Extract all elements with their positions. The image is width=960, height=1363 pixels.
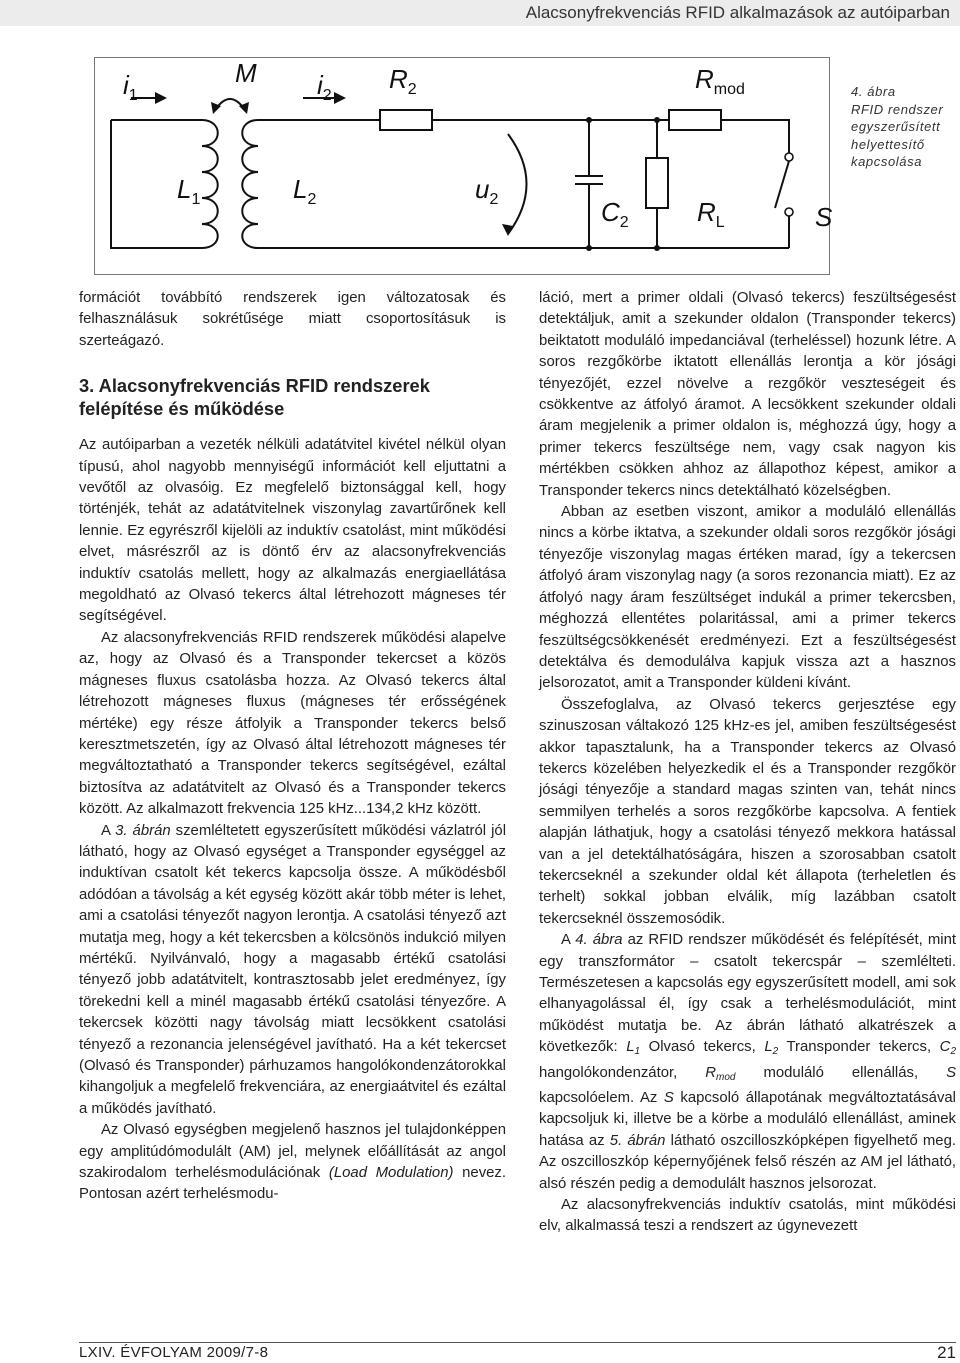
svg-text:i2 <box>317 70 332 104</box>
resistor-rmod <box>669 110 721 130</box>
caption-line: egyszerűsített <box>851 119 941 134</box>
text-span: A <box>101 822 116 839</box>
text-span: kapcsoló állapotának megváltoztatásával kapcsoljuk ki, illetve be a körbe a moduláló ellenállást, aminek hatása az <box>539 1090 956 1149</box>
paragraph: Az alacsonyfrekvenciás RFID rendszerek működési alapelve az, hogy az Olvasó és a Transponder tekercset a közös mágneses fluxus csatolásba hozza. Az Olvasó tekercs által létrehozott mágneses fluxus (mágneses tér erősségének mértéke) egy része átfolyik a Transponder tekercs belső keresztmetszetén, így az Olvasó által létrehozott mágneses tér megváltoztatható a Transponder tekercs segítségével, ezáltal biztosítva az adatátvitelt az Olvasó és a Transponder tekercs között. Az alkalmazott frekvencia 125 kHz...134,2 kHz között. <box>79 629 506 818</box>
symbol-sub: 2 <box>950 1046 956 1058</box>
text-span: kapcsolóelem. Az <box>539 1090 664 1107</box>
node-dot-3 <box>586 245 592 251</box>
svg-text:L1 <box>177 174 200 208</box>
symbol-l2 <box>764 1039 779 1058</box>
label-m: M <box>235 58 257 88</box>
label-l1-sub: 1 <box>191 191 201 208</box>
caption-line: RFID rendszer <box>851 101 944 117</box>
paragraph: Az autóiparban a vezeték nélküli adatátvitel kivétel nélkül olyan típusú, ahol nagyobb mennyiségű információt kell eljuttatni a vevőtől az olvasóig. Ez megfelelő biztonsággal kell, hogy történjék, tehát az adatátvitelnek viszonylag zavartűrőnek kell lennie. Ez egyrészről kijelöli az induktív csatolást, mint működési elvet, másrészről az is döntő érv az alacsonyfrekvenciás induktív csatolás mellett, hogy az alkalmazás energiaellátása megoldható az Olvasó tekercs által létrehozott mágneses tér segítségével. <box>79 437 506 625</box>
text-span: Olvasó tekercs, <box>640 1039 765 1056</box>
svg-text:C2 <box>601 197 629 231</box>
symbol-letter: L <box>626 1039 635 1056</box>
text-span: Transponder tekercs, <box>778 1039 940 1056</box>
label-l2: L <box>293 174 308 204</box>
right-top-wire-2 <box>721 120 789 153</box>
label-rmod: R <box>695 64 714 94</box>
label-rl: R <box>697 197 716 227</box>
circuit-diagram <box>95 58 833 274</box>
symbol-letter: C <box>939 1039 951 1056</box>
resistor-r2 <box>380 110 432 130</box>
node-dot-1 <box>586 117 592 123</box>
svg-text:u2 <box>475 174 498 208</box>
capacitor-c2-wire <box>575 120 603 248</box>
circuit-figure <box>94 57 833 275</box>
label-c2: C <box>601 197 620 227</box>
voltage-arc <box>508 134 527 234</box>
text-span: az RFID rendszer működését és felépítését, mint egy transzformátor – csatolt tekercspár – szemlélteti. Természetesen a kapcsolás egy egyszerűsített modell, ami sok elhanyagolással él, így csak a terhelésmodulációt, mint működést mutatja be. Az ábrán látható alkatrészek a következők: <box>539 932 957 1056</box>
paragraph: Az alacsonyfrekvenciás induktív csatolás, mint működési elv, alkalmassá teszi a rendszert az úgynevezett <box>539 1197 956 1235</box>
paragraph: láció, mert a primer oldali (Olvasó tekercs) feszültségesést detektáljuk, amit a szekunder oldalon (Transponder tekercs) beiktatott moduláló impedanciával (terheléssel) hozunk létre. A soros rezgőkörbe iktatott ellenállás lerontja a kör jósági tényezőjét, ezzel növelve a rezgőkör veszteségeit és csökkentve az átfolyó áramot. A lecsökkent szekunder oldali áram megjelenik a primer oldalon is, méghozzá úgy, hogy a primer tekercs feszültsége nem, vagy csak nagyon kis mértékben csökken ahhoz az állapothoz képest, amikor a Transponder tekercs nincs detektálható közelségben. <box>539 290 956 499</box>
symbol-sub: 2 <box>772 1046 779 1058</box>
symbol-s: S <box>946 1064 956 1081</box>
label-l1: L <box>177 174 192 204</box>
section-heading: 3. Alacsonyfrekvenciás RFID rendszerek felépítése és működése <box>79 375 430 420</box>
coil-l2 <box>242 120 258 248</box>
resistor-rl <box>646 158 668 208</box>
symbol-rmod <box>705 1065 735 1081</box>
label-i2-sub: 2 <box>322 87 332 104</box>
label-u2: u <box>475 174 490 204</box>
svg-text:RL <box>697 197 725 231</box>
symbol-sub: mod <box>716 1071 736 1083</box>
arrow-m-curve <box>215 99 245 110</box>
label-s: S <box>815 202 833 232</box>
symbol-s: S <box>663 1090 674 1107</box>
page-number: 21 <box>937 1343 956 1362</box>
header-band <box>0 0 960 26</box>
symbol-l1 <box>626 1039 641 1058</box>
coil-l1 <box>202 120 218 248</box>
figure-reference: 3. ábrán <box>115 822 171 839</box>
symbol-c2 <box>939 1039 956 1058</box>
symbol-sub: 1 <box>634 1046 641 1058</box>
label-u2-sub: 2 <box>489 191 499 208</box>
text-span: szemléltetett egyszerűsített működési vázlatról jól látható, hogy az Olvasó egységet a Transponder egységgel az induktívan csatolt két tekercs kapcsolja össze. A működésből adódóan a távolság a két egység között akár több méter is lehet, ami a csatolási tényezőt nagyon lerontja. A csatolási tényező azt mutatja meg, hogy a két tekercsben a kölcsönös indukció milyen mértékű. Nyilvánvaló, hogy a magasabb értékű csatolási tényező jobb adatátvitelt, kontrasztosabb jelet eredményez, így törekedni kell a minél magasabb értékű csatolási tényezőre. A tekercsek közötti nagy távolság miatt lecsökkent csatolási tényező a rezonancia jelenségével javítható. Ha a két tekercset (Olvasó és Transponder) párhuzamos hangolókondenzátorokkal kihangoljuk a megfelelő frekvenciára, az energiaátvitel és ezáltal a működés javítható. <box>79 822 507 1117</box>
figure-reference: 5. ábrán <box>609 1132 666 1149</box>
svg-text:L2 <box>293 174 316 208</box>
label-r2-sub: 2 <box>407 81 417 98</box>
label-rmod-sub: mod <box>713 81 745 98</box>
caption-line: 4. ábra <box>851 84 896 99</box>
text-span: nevez. Pontosan azért terhelésmodu- <box>79 1165 507 1203</box>
symbol-letter: L <box>764 1039 773 1056</box>
footer-rule <box>79 1342 956 1343</box>
running-title: Alacsonyfrekvenciás RFID alkalmazások az autóiparban <box>525 3 950 22</box>
paragraph <box>79 821 506 1121</box>
svg-text:i1 <box>123 70 138 104</box>
label-rl-sub: L <box>715 214 725 231</box>
italic-term: (Load Modulation) <box>328 1165 454 1182</box>
intro-paragraph: formációt továbbító rendszerek igen változatosak és felhasználásuk sokrétűsége miatt csoportosításuk is szerteágazó. <box>79 290 506 349</box>
switch-s-lever <box>775 161 789 208</box>
svg-text:Rmod <box>695 64 745 98</box>
caption-line: helyettesítő <box>851 136 925 152</box>
text-span: látható oszcilloszkópképen figyelhető meg. Az oszcilloszkóp képernyőjének felső részén az AM jel látható, alsó részén pedig a demodulált hasznos jelsorozat. <box>539 1132 957 1192</box>
left-column <box>79 288 506 1206</box>
label-i1-sub: 1 <box>128 87 138 104</box>
text-span: Az Olvasó egységben megjelenő hasznos jel tulajdonképpen egy amplitúdómodulált (AM) jel, melynek előállítását az angol szakirodalom terhelésmodulációnak <box>79 1122 506 1182</box>
text-span: hangolókondenzátor, <box>539 1064 706 1081</box>
paragraph <box>539 930 956 1195</box>
figure-reference: 4. ábra <box>575 932 623 949</box>
label-i1: i <box>123 70 129 100</box>
footer-volume: LXIV. ÉVFOLYAM 2009/7-8 <box>79 1344 269 1361</box>
text-span: A <box>561 932 576 949</box>
paragraph: Abban az esetben viszont, amikor a moduláló ellenállás nincs a körbe iktatva, a szekunder oldali soros rezgőkör jósági tényezője viszonylag magas értéken marad, így a tekercsen átfolyó áram viszonylag nagy (a soros rezonancia miatt). Ez az átfolyó nagy áram feszültséget indukál a primer tekercsben, méghozzá ellentétes polaritással, ami a primer tekercs feszültségcsökkenését eredményezi. Ezt a feszültségesést detektálva és demodulálva kapjuk vissza azt a hasznos jelsorozatot, amit a Transponder küldeni kívánt. <box>539 504 956 692</box>
node-dot-2 <box>654 117 660 123</box>
paragraph: Összefoglalva, az Olvasó tekercs gerjesztése egy szinuszosan váltakozó 125 kHz-es jel, amiben feszültségesést akkor tapasztalunk, ha a Transponder tekercs az Olvasó tekercs közelében helyezkedik el és a Transponder rezgőkör jósági tényezője a standard magas szinten van, tehát nincs semmilyen terhelés a soros rezgőkörbe kapcsolva. A fentiek alapján láthatjuk, hogy a csatolási tényező mekkora hatással van a jel detektálhatóságára, hiszen a szorosabban csatolt tekercseknél a szekunder oldal két állapota (terheletlen és terhelt) sokkal jobban elválik, míg lazábban csatolt tekercseknél összemosódik. <box>539 696 956 927</box>
switch-contact-bottom <box>785 208 793 216</box>
caption-line: kapcsolása <box>851 154 923 169</box>
figure-caption <box>851 83 956 171</box>
right-column <box>539 288 956 1238</box>
label-c2-sub: 2 <box>619 214 629 231</box>
switch-contact-top <box>785 153 793 161</box>
symbol-letter: R <box>705 1064 717 1081</box>
node-dot-4 <box>654 245 660 251</box>
paragraph <box>79 1120 506 1206</box>
label-i2: i <box>317 70 323 100</box>
label-r2: R <box>389 64 408 94</box>
label-l2-sub: 2 <box>307 191 317 208</box>
text-span: moduláló ellenállás, <box>735 1064 947 1081</box>
svg-text:R2 <box>389 64 417 98</box>
arrow-i2-head <box>334 92 346 104</box>
arrow-i1-head <box>155 92 167 104</box>
